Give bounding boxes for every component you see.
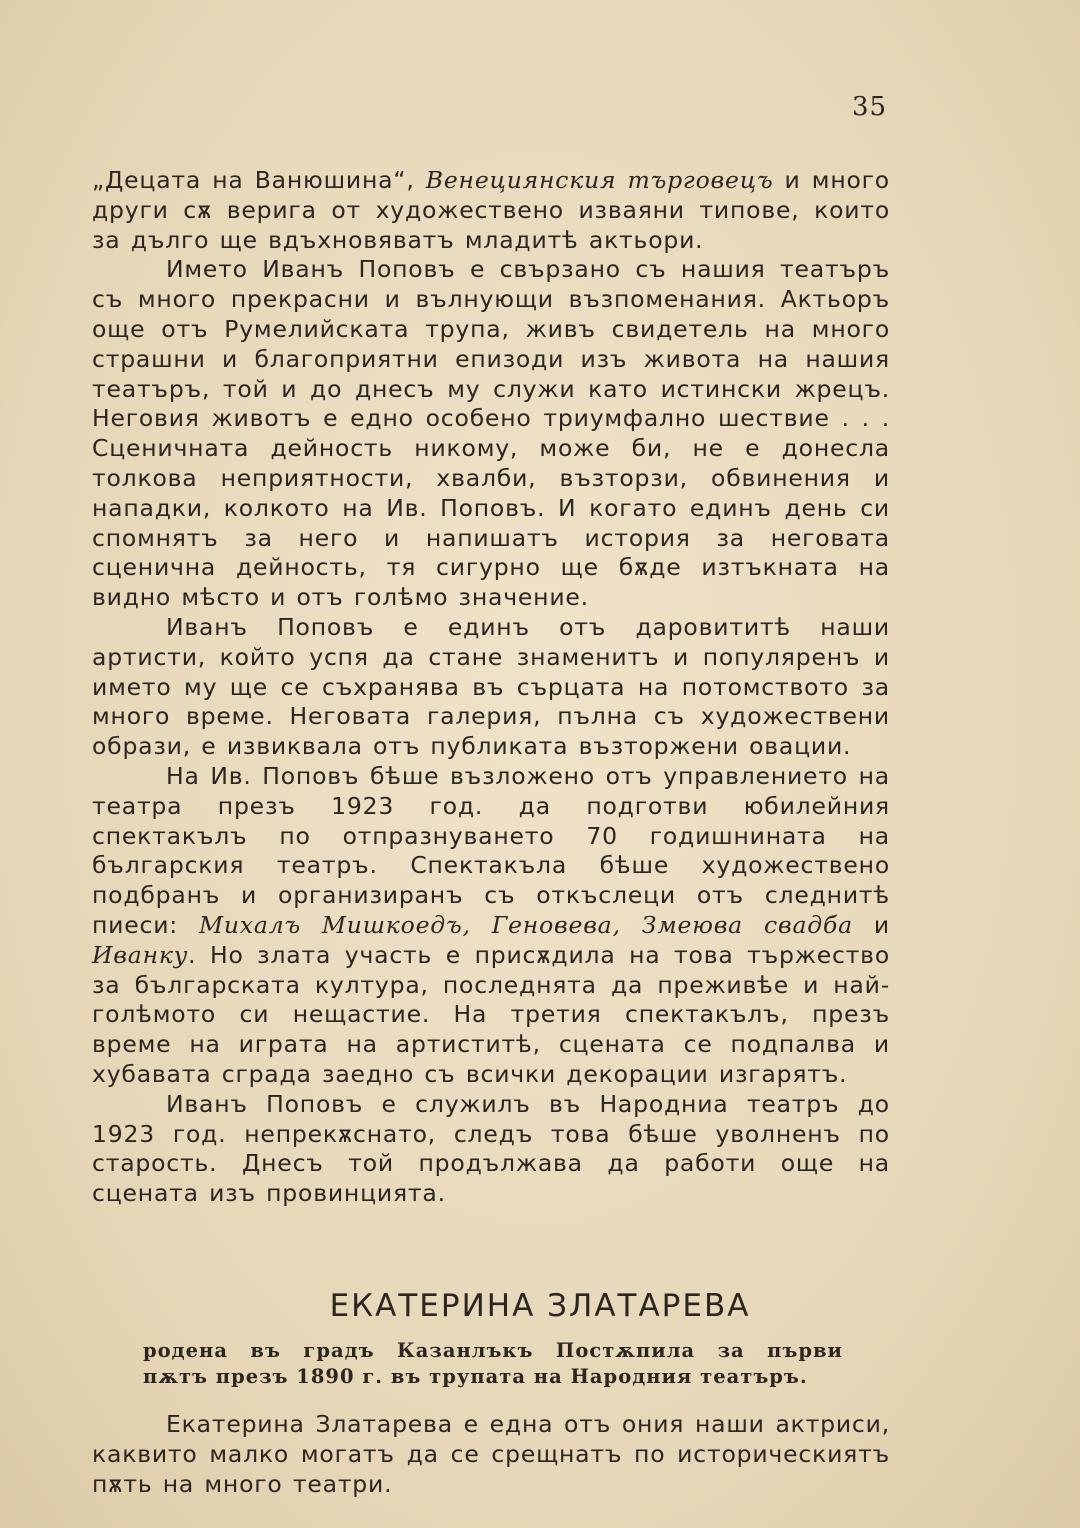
body-text xyxy=(92,166,890,1209)
section-subtitle xyxy=(143,1338,843,1390)
paragraph-4 xyxy=(92,762,890,1090)
italic-play-title: Иванку xyxy=(92,940,189,969)
paragraph-3: Иванъ Поповъ е единъ отъ даровититѣ наши артисти, който успя да стане знаменитъ и популяренъ и името му ще се съхранява въ сърцата на потомството за много време. Неговата галерия, пълна съ художествени образи, е извиквала отъ публиката възторжени овации. xyxy=(92,612,890,761)
italic-play-titles: Михалъ Мишкоедъ, Геновева, Змеюва свадба xyxy=(199,910,853,939)
section-title: ЕКАТЕРИНА ЗЛАТАРЕВА xyxy=(329,1288,751,1324)
italic-play-title: Венециянския търговецъ xyxy=(425,166,774,194)
page-number: 35 xyxy=(852,92,888,122)
paragraph-2: Името Иванъ Поповъ е свързано съ нашия театъръ съ много прекрасни и вълнующи възпоменания. Актьоръ още отъ Румелийската трупа, живъ свидетель на много страшни и благоприятни епизоди изъ живота на нашия театъръ, той и до днесъ му служи като истински жрецъ. Неговия животъ е едно особено триумфално шествие . . . Сценичната дейность никому, може би, не е донесла толкова неприятности, хвалби, възторзи, обвинения и нападки, колкото на Ив. Поповъ. И когато единъ день си спомнятъ за него и напишатъ история за неговата сценична дейность, тя сигурно ще бѫде изтъкната на видно мѣсто и отъ голѣмо значение. xyxy=(92,255,890,612)
text-span: и много други сѫ верига от художествено изваяни типове, които за дълго ще вдъхновяватъ младитѣ актьори. xyxy=(92,166,890,254)
subtitle-line-1: родена въ градъ Казанлъкъ Постѫпила за първи xyxy=(143,1339,843,1362)
section-paragraph: Екатерина Златарева е една отъ ония наши актриси, каквито малко могатъ да се срещнатъ по историческиятъ пѫть на много театри. xyxy=(92,1410,890,1498)
paragraph-5: Иванъ Поповъ е служилъ въ Народниа театръ до 1923 год. непрекѫснато, следъ това бѣше уволненъ по старость. Днесъ той продължава да работи още на сцената изъ провинцията. xyxy=(92,1089,890,1208)
text-span: . Но злата участь е присѫдила на това тържество за българската култура, последнята да преживѣе и най-голѣмото си нещастие. На третия спектакълъ, презъ време на играта на артиститѣ, сцената се подпалва и хубавата сграда заедно съ всички декорации изгарятъ. xyxy=(92,940,890,1088)
text-span: На Ив. Поповъ бѣше възложено отъ управлението на театра презъ 1923 год. да подготви юбилейния спектакълъ по отпразнуването 70 годишнината на българския театръ. Спектакъла бѣше художествено подбранъ и организиранъ съ откъслеци отъ следнитѣ пиеси: xyxy=(92,761,890,939)
subtitle-line-2: пѫтъ презъ 1890 г. въ трупата на Народния театъръ. xyxy=(143,1365,808,1388)
section-body xyxy=(92,1410,890,1499)
text-span: и xyxy=(852,910,890,939)
text-span: „Децата на Ванюшина“, xyxy=(92,166,426,194)
paragraph-1 xyxy=(92,166,890,255)
